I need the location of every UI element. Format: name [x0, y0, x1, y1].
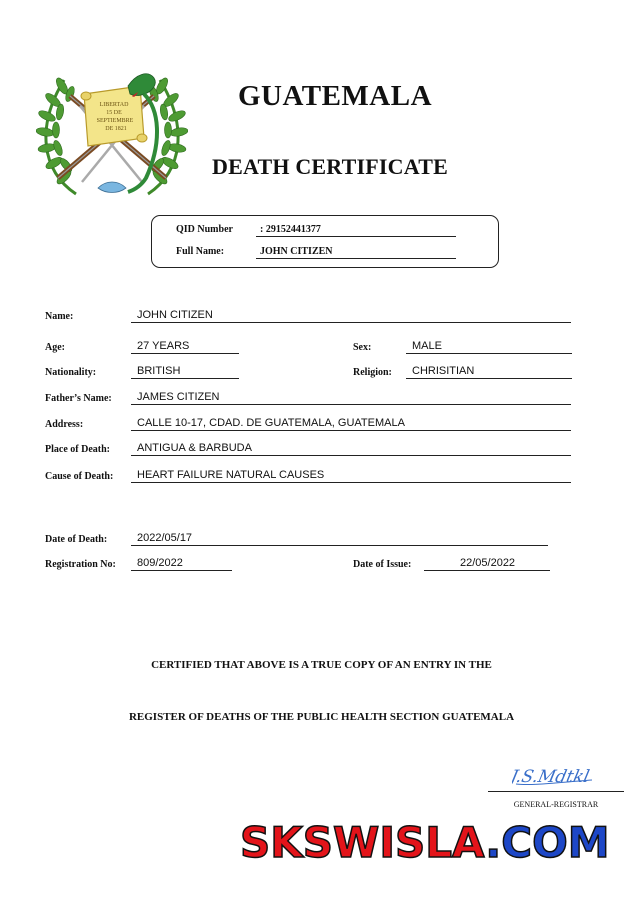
place-of-death-label: Place of Death: [45, 444, 110, 455]
scroll-text-line: 15 DE [106, 110, 122, 116]
id-summary-box [151, 215, 499, 268]
watermark-text [240, 818, 610, 868]
scroll-text-line: DE 1821 [105, 126, 127, 132]
name-value: JOHN CITIZEN [131, 309, 571, 323]
full-name-label: Full Name: [176, 246, 225, 257]
full-name-value: JOHN CITIZEN [256, 245, 456, 259]
certification-line-2: REGISTER OF DEATHS OF THE PUBLIC HEALTH SECTION GUATEMALA [128, 711, 515, 723]
nationality-value: BRITISH [131, 365, 239, 379]
certification-line-1: CERTIFIED THAT ABOVE IS A TRUE COPY OF AN ENTRY IN THE [151, 659, 492, 671]
registration-no-label: Registration No: [45, 559, 116, 570]
qid-label: QID Number [176, 224, 233, 235]
date-of-death-label: Date of Death: [45, 534, 108, 545]
scroll-text-line: SEPTIEMBRE [96, 118, 134, 124]
watermark-part-red: SKSWISLA [240, 818, 486, 867]
qid-value: : 29152441377 [256, 223, 456, 237]
signature-line [488, 791, 624, 792]
nationality-label: Nationality: [45, 367, 97, 378]
place-of-death-value: ANTIGUA & BARBUDA [131, 442, 571, 456]
scroll-text-line: LIBERTAD [99, 102, 129, 108]
coat-of-arms-emblem [36, 66, 188, 200]
country-title: GUATEMALA [237, 80, 433, 112]
religion-label: Religion: [353, 367, 392, 378]
age-label: Age: [45, 342, 65, 353]
cause-of-death-value: HEART FAILURE NATURAL CAUSES [131, 469, 571, 483]
watermark-part-blue: .COM [485, 818, 610, 867]
address-value: CALLE 10-17, CDAD. DE GUATEMALA, GUATEMALA [131, 417, 571, 431]
sex-value: MALE [406, 340, 572, 354]
date-of-issue-value: 22/05/2022 [424, 557, 550, 571]
signature-text: J.S.Mdtkl [512, 767, 592, 787]
registrar-signature [512, 762, 596, 788]
registrar-title: GENERAL-REGISTRAR [513, 800, 599, 809]
date-of-death-value: 2022/05/17 [131, 532, 548, 546]
father-name-value: JAMES CITIZEN [131, 391, 571, 405]
cause-of-death-label: Cause of Death: [45, 471, 114, 482]
religion-value: CHRISITIAN [406, 365, 572, 379]
document-title: DEATH CERTIFICATE [212, 154, 448, 179]
registration-no-value: 809/2022 [131, 557, 232, 571]
name-label: Name: [45, 311, 74, 322]
address-label: Address: [45, 419, 84, 430]
date-of-issue-label: Date of Issue: [353, 559, 412, 570]
age-value: 27 YEARS [131, 340, 239, 354]
sex-label: Sex: [353, 342, 372, 353]
father-name-label: Father’s Name: [45, 393, 112, 404]
